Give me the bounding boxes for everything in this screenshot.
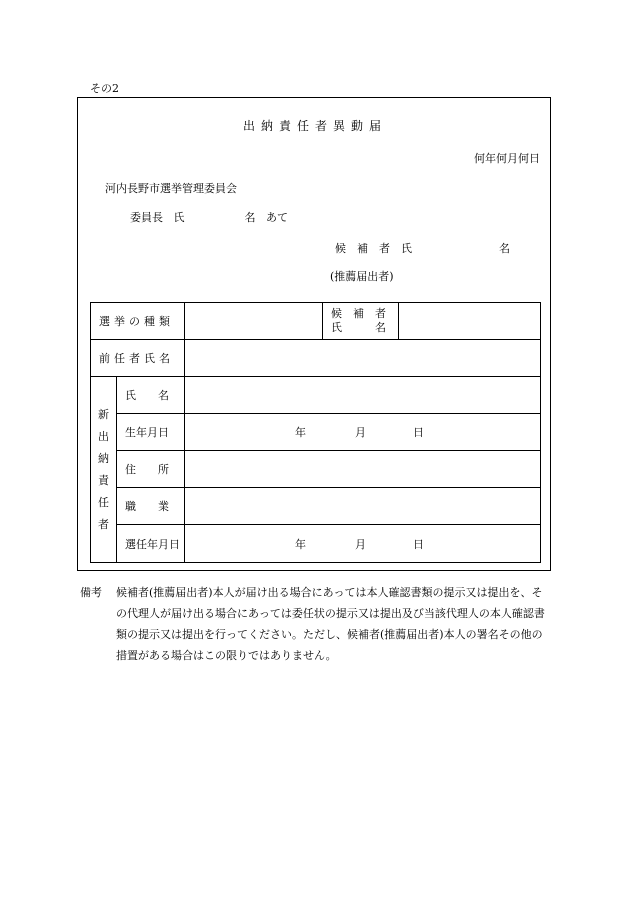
recipient-ate: あて bbox=[266, 211, 288, 224]
occupation-label: 職 業 bbox=[117, 488, 185, 525]
treasurer-change-table bbox=[90, 302, 541, 563]
candidate-note: (推薦届出者) bbox=[330, 270, 394, 283]
recipient-line bbox=[130, 209, 288, 225]
occupation-field[interactable] bbox=[185, 488, 541, 525]
month-char: 月 bbox=[355, 537, 366, 551]
candidate-label: 候 補 者 氏 bbox=[335, 242, 412, 255]
candidate-name-char: 名 bbox=[499, 242, 510, 255]
election-type-label: 選挙の種類 bbox=[91, 303, 185, 340]
name-field[interactable] bbox=[185, 377, 541, 414]
appointment-date-field[interactable] bbox=[185, 525, 541, 563]
year-char: 年 bbox=[295, 426, 306, 439]
birthdate-field[interactable] bbox=[185, 414, 541, 451]
page-title: 出納責任者異動届 bbox=[242, 119, 387, 133]
address-field[interactable] bbox=[185, 451, 541, 488]
new-treasurer-char: 出 bbox=[98, 429, 109, 443]
candidate-name-label bbox=[323, 303, 399, 340]
recipient-uji: 氏 bbox=[173, 211, 185, 224]
new-treasurer-char: 納 bbox=[98, 451, 109, 465]
remarks bbox=[80, 582, 552, 666]
new-treasurer-char: 任 bbox=[98, 495, 109, 509]
month-char: 月 bbox=[355, 426, 366, 439]
appointment-date-label: 選任年月日 bbox=[117, 525, 185, 563]
year-char: 年 bbox=[295, 537, 306, 551]
addressee: 河内長野市選挙管理委員会 bbox=[105, 182, 237, 195]
recipient-mei: 名 bbox=[244, 211, 256, 224]
birthdate-label: 生年月日 bbox=[117, 414, 185, 451]
address-label: 住 所 bbox=[117, 451, 185, 488]
day-char: 日 bbox=[413, 426, 424, 439]
new-treasurer-char: 者 bbox=[98, 517, 109, 531]
election-type-field[interactable] bbox=[185, 303, 323, 340]
remarks-head: 備考 bbox=[80, 586, 102, 599]
remarks-text: 候補者(推薦届出者)本人が届け出る場合にあっては本人確認書類の提示又は提出を、その代理人が届け出る場合にあっては委任状の提示又は提出及び当該代理人の本人確認書類の提示又は提出を行ってください。ただし、候補者(推薦届出者)本人の署名その他の措置がある場合はこの限りではありません。 bbox=[116, 586, 545, 662]
candidate-label-line2: 氏 名 bbox=[331, 321, 386, 334]
candidate-label-line1: 候 補 者 bbox=[331, 307, 386, 320]
candidate-signature-line bbox=[335, 240, 510, 256]
form-number: その2 bbox=[90, 82, 119, 95]
new-treasurer-char: 責 bbox=[98, 473, 109, 487]
name-label: 氏 名 bbox=[117, 377, 185, 414]
previous-treasurer-label: 前任者氏名 bbox=[91, 340, 185, 377]
new-treasurer-label bbox=[91, 377, 117, 563]
new-treasurer-char: 新 bbox=[98, 407, 109, 421]
day-char: 日 bbox=[413, 537, 424, 551]
recipient-role: 委員長 bbox=[130, 211, 163, 224]
submission-date: 何年何月何日 bbox=[474, 152, 540, 165]
previous-treasurer-field[interactable] bbox=[185, 340, 541, 377]
candidate-name-field[interactable] bbox=[399, 303, 541, 340]
